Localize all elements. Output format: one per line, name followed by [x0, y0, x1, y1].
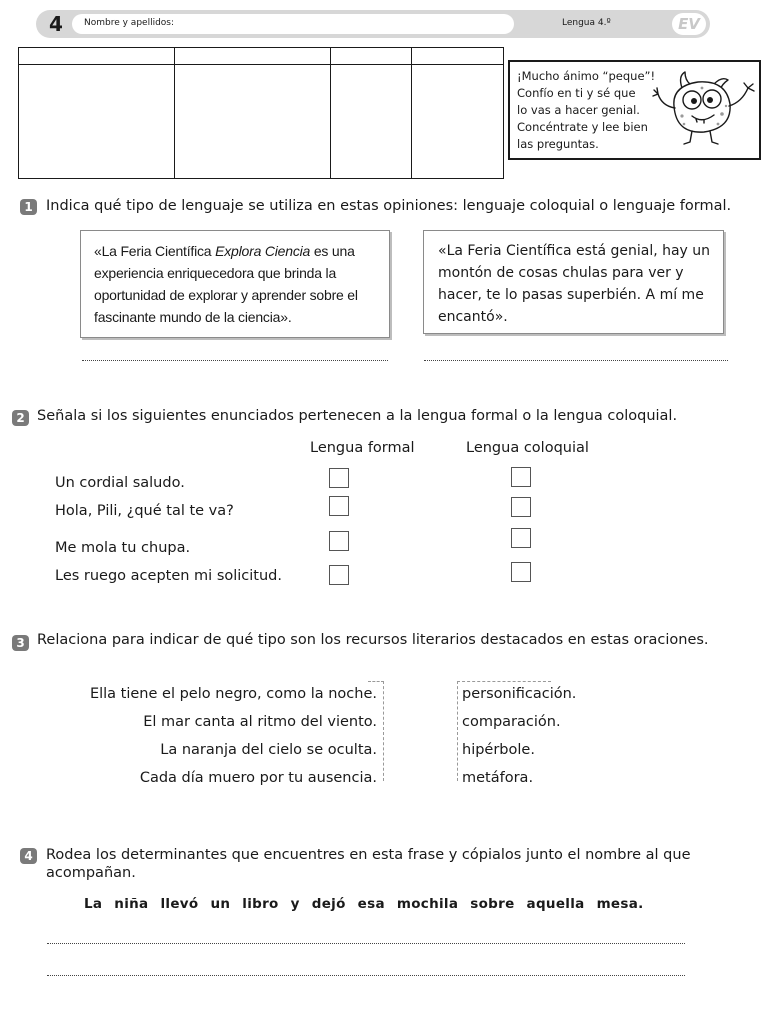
encouragement-text — [517, 68, 662, 153]
encouragement-line: las preguntas. — [517, 137, 599, 151]
match-bracket — [457, 681, 458, 781]
quote-text-part: «La Feria Científica — [94, 243, 216, 259]
formal-checkbox[interactable] — [329, 468, 349, 488]
literary-sentence[interactable]: El mar canta al ritmo del viento. — [143, 714, 377, 730]
answer-line[interactable] — [424, 360, 728, 361]
grade-table-header-line — [19, 64, 503, 65]
exercise-number-badge: 4 — [20, 848, 37, 864]
grade-table-divider — [411, 48, 412, 178]
name-label: Nombre y apellidos: — [84, 18, 175, 28]
match-bracket — [457, 681, 551, 682]
exercise-number-badge: 2 — [12, 410, 29, 426]
grade-table — [18, 47, 504, 179]
quote-italic-title: Explora Ciencia — [215, 243, 311, 259]
column-header-coloquial: Lengua coloquial — [466, 440, 589, 456]
encouragement-line: Confío en ti y sé que — [517, 86, 636, 100]
formal-checkbox[interactable] — [329, 531, 349, 551]
coloquial-checkbox[interactable] — [511, 497, 531, 517]
quote-coloquial-text: «La Feria Científica está genial, hay un montón de cosas chulas para ver y hacer, te lo pasas superbién. A mí me encantó». — [438, 243, 711, 325]
answer-line[interactable] — [82, 360, 388, 361]
column-header-formal: Lengua formal — [310, 440, 415, 456]
literary-sentence[interactable]: Cada día muero por tu ausencia. — [139, 770, 377, 786]
determinants-sentence[interactable]: La niña llevó un libro y dejó esa mochila sobre aquella mesa. — [84, 896, 644, 912]
formal-checkbox[interactable] — [329, 496, 349, 516]
answer-line[interactable] — [47, 975, 685, 976]
exercise-4-title-line1: Rodea los determinantes que encuentres en esta frase y cópialos junto el nombre al que — [46, 847, 691, 863]
statement: Les ruego acepten mi solicitud. — [55, 568, 282, 584]
formal-checkbox[interactable] — [329, 565, 349, 585]
page-number: 4 — [49, 12, 63, 36]
coloquial-checkbox[interactable] — [511, 562, 531, 582]
grade-table-divider — [330, 48, 331, 178]
literary-resource[interactable]: comparación. — [462, 714, 561, 730]
exercise-number-badge: 3 — [12, 635, 29, 651]
encouragement-line: Concéntrate y lee bien — [517, 120, 648, 134]
encouragement-line: lo vas a hacer genial. — [517, 103, 640, 117]
literary-resource[interactable]: personificación. — [462, 686, 577, 702]
subject-label: Lengua 4.º — [562, 18, 611, 28]
match-bracket — [383, 681, 384, 781]
literary-sentence[interactable]: Ella tiene el pelo negro, como la noche. — [89, 686, 377, 702]
quote-text-part: es una experiencia enriquecedora que brinda la oportunidad de explorar y aprender sobre el fascinante mundo de la ciencia». — [94, 243, 358, 325]
exercise-4-title-line2: acompañan. — [46, 865, 136, 881]
ev-badge: EV — [672, 13, 706, 35]
statement: Un cordial saludo. — [55, 475, 185, 491]
answer-line[interactable] — [47, 943, 685, 944]
grade-table-divider — [174, 48, 175, 178]
exercise-number-badge: 1 — [20, 199, 37, 215]
exercise-3-title: Relaciona para indicar de qué tipo son los recursos literarios destacados en estas oraciones. — [37, 632, 709, 648]
statement: Me mola tu chupa. — [55, 540, 191, 556]
literary-sentence[interactable]: La naranja del cielo se oculta. — [160, 742, 377, 758]
exercise-2-title: Señala si los siguientes enunciados pertenecen a la lengua formal o la lengua coloquial. — [37, 408, 678, 424]
monster-mascot-icon — [652, 66, 756, 146]
coloquial-checkbox[interactable] — [511, 528, 531, 548]
quote-formal-text — [94, 240, 380, 328]
encouragement-line: ¡Mucho ánimo “peque”! — [517, 69, 656, 83]
coloquial-checkbox[interactable] — [511, 467, 531, 487]
literary-resource[interactable]: metáfora. — [462, 770, 534, 786]
statement: Hola, Pili, ¿qué tal te va? — [55, 503, 234, 519]
exercise-1-title: Indica qué tipo de lenguaje se utiliza en estas opiniones: lenguaje coloquial o lenguaje formal. — [46, 198, 732, 214]
literary-resource[interactable]: hipérbole. — [462, 742, 535, 758]
match-bracket — [368, 681, 384, 682]
